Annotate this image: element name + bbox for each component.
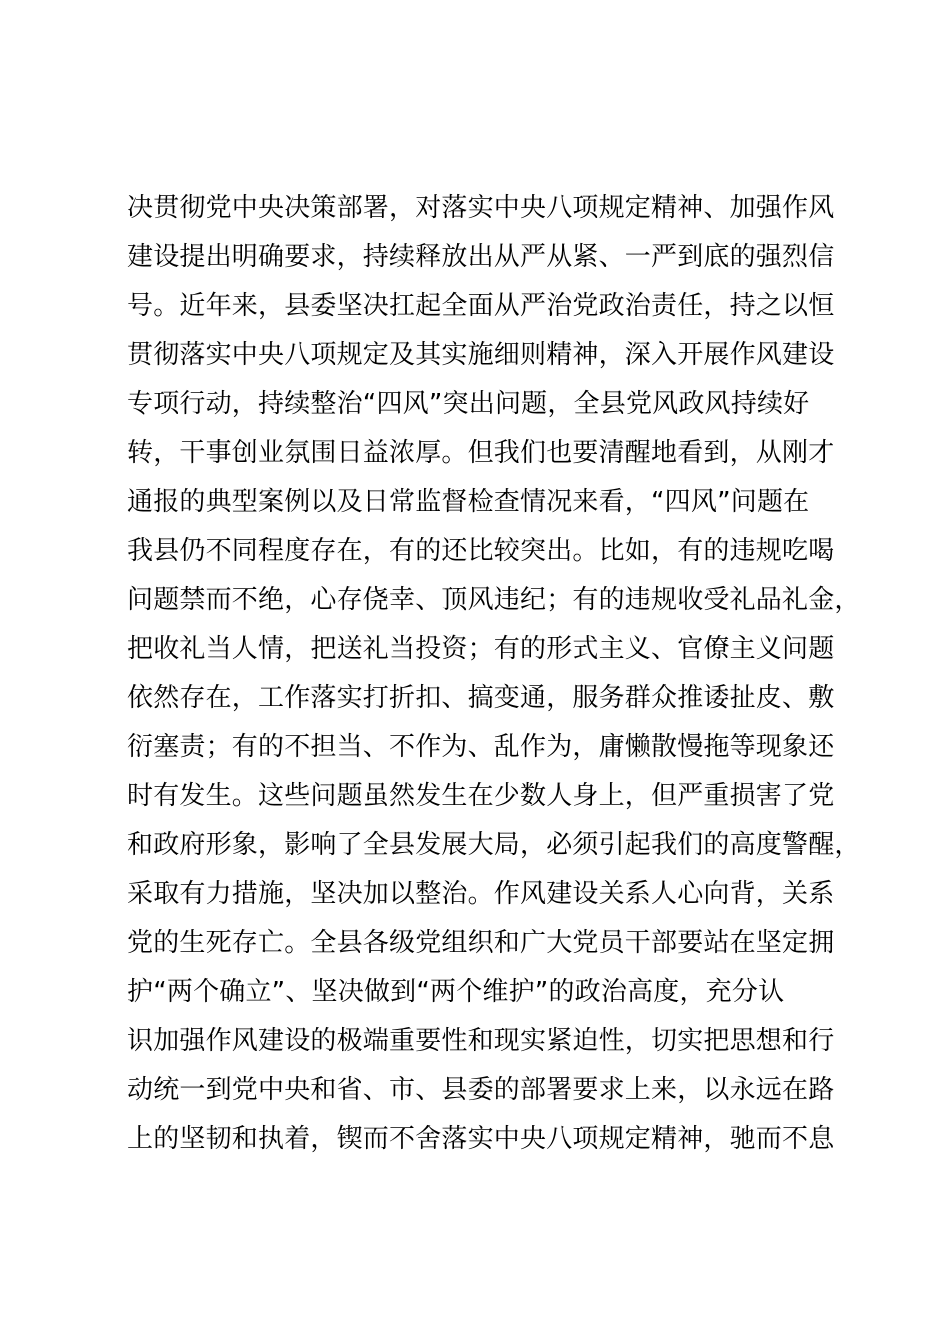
text-line: 通报的典型案例以及日常监督检查情况来看，“四风”问题在	[127, 487, 810, 517]
body-paragraph	[127, 184, 861, 1164]
text-line: 上的坚韧和执着，锲而不舍落实中央八项规定精神，驰而不息	[127, 1124, 835, 1154]
text-line: 衍塞责；有的不担当、不作为、乱作为，庸懒散慢拖等现象还	[127, 732, 835, 762]
text-line: 我县仍不同程度存在，有的还比较突出。比如，有的违规吃喝	[127, 536, 835, 566]
text-line: 转，干事创业氛围日益浓厚。但我们也要清醒地看到，从刚才	[127, 438, 835, 468]
text-line: 时有发生。这些问题虽然发生在少数人身上，但严重损害了党	[127, 781, 835, 811]
text-line: 党的生死存亡。全县各级党组织和广大党员干部要站在坚定拥	[127, 928, 835, 958]
text-line: 采取有力措施，坚决加以整治。作风建设关系人心向背，关系	[127, 879, 835, 909]
text-line: 把收礼当人情，把送礼当投资；有的形式主义、官僚主义问题	[127, 634, 835, 664]
text-line: 和政府形象，影响了全县发展大局，必须引起我们的高度警醒，	[127, 830, 861, 860]
text-line: 动统一到党中央和省、市、县委的部署要求上来，以永远在路	[127, 1075, 835, 1105]
text-line: 专项行动，持续整治“四风”突出问题，全县党风政风持续好	[127, 389, 810, 419]
text-line: 护“两个确立”、坚决做到“两个维护”的政治高度，充分认	[127, 977, 785, 1007]
text-line: 问题禁而不绝，心存侥幸、顶风违纪；有的违规收受礼品礼金，	[127, 585, 861, 615]
text-line: 决贯彻党中央决策部署，对落实中央八项规定精神、加强作风	[127, 193, 835, 223]
text-line: 依然存在，工作落实打折扣、搞变通，服务群众推诿扯皮、敷	[127, 683, 835, 713]
text-line: 识加强作风建设的极端重要性和现实紧迫性，切实把思想和行	[127, 1026, 835, 1056]
text-line: 贯彻落实中央八项规定及其实施细则精神，深入开展作风建设	[127, 340, 835, 370]
text-line: 号。近年来，县委坚决扛起全面从严治党政治责任，持之以恒	[127, 291, 835, 321]
text-line: 建设提出明确要求，持续释放出从严从紧、一严到底的强烈信	[127, 242, 835, 272]
